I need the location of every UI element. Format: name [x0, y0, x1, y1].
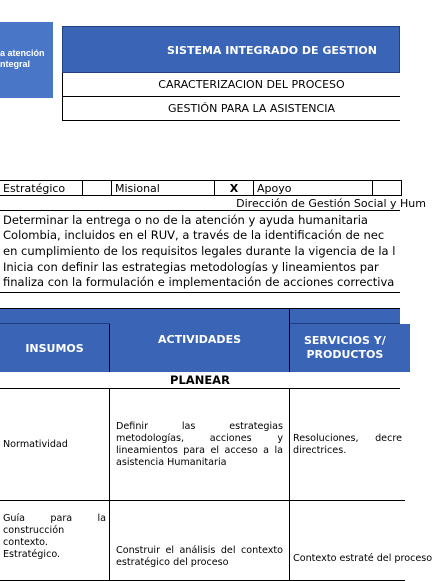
- process-name: GESTIÓN PARA LA ASISTENCIA: [62, 97, 400, 121]
- type-missional: Misional: [111, 180, 215, 196]
- table-row-output: Contexto estraté del proceso: [290, 501, 405, 581]
- table-row-activity: Construir el análisis del contexto estratégico del proceso: [110, 501, 290, 581]
- direction-label: Dirección de Gestión Social y Hum: [0, 195, 400, 211]
- objective-line-3: en cumplimiento de los requisitos legales durante la vigencia de la l: [3, 244, 396, 258]
- logo: a atención ntegral: [0, 22, 53, 98]
- objective-line-2: Colombia, incluidos en el RUV, a través de la identificación de nec: [3, 228, 385, 242]
- type-strategic: Estratégico: [0, 180, 83, 196]
- phase-label: PLANEAR: [0, 372, 400, 389]
- type-mark: X: [214, 180, 254, 196]
- col-inputs: INSUMOS: [0, 324, 110, 372]
- type-support-box: [372, 180, 402, 196]
- table-row-input: Normatividad: [0, 389, 110, 501]
- table-row-input: Guía para la construcción contexto. Estratégico.: [0, 501, 110, 581]
- objective-line-1: Determinar la entrega o no de la atención y ayuda humanitaria: [3, 213, 368, 227]
- objective-line-5: finaliza con la formulación e implementación de acciones correctiva: [3, 275, 395, 289]
- process-label: CARACTERIZACION DEL PROCESO: [62, 73, 400, 97]
- system-title: SISTEMA INTEGRADO DE GESTION: [62, 26, 400, 73]
- type-strategic-box: [82, 180, 112, 196]
- type-support: Apoyo: [253, 180, 373, 196]
- col-outputs: SERVICIOS Y/ PRODUCTOS: [290, 324, 410, 372]
- table-header: [0, 308, 400, 372]
- table-row-activity: Definir las estrategias metodologías, acciones y lineamientos para el acceso a la asistencia Humanitaria: [110, 389, 290, 501]
- divider: [0, 292, 400, 293]
- table-row-output: Resoluciones, decre directrices.: [290, 389, 405, 501]
- objective-line-4: Inicia con definir las estrategias metodologías y lineamientos par: [3, 260, 379, 274]
- col-activities: ACTIVIDADES: [110, 309, 290, 372]
